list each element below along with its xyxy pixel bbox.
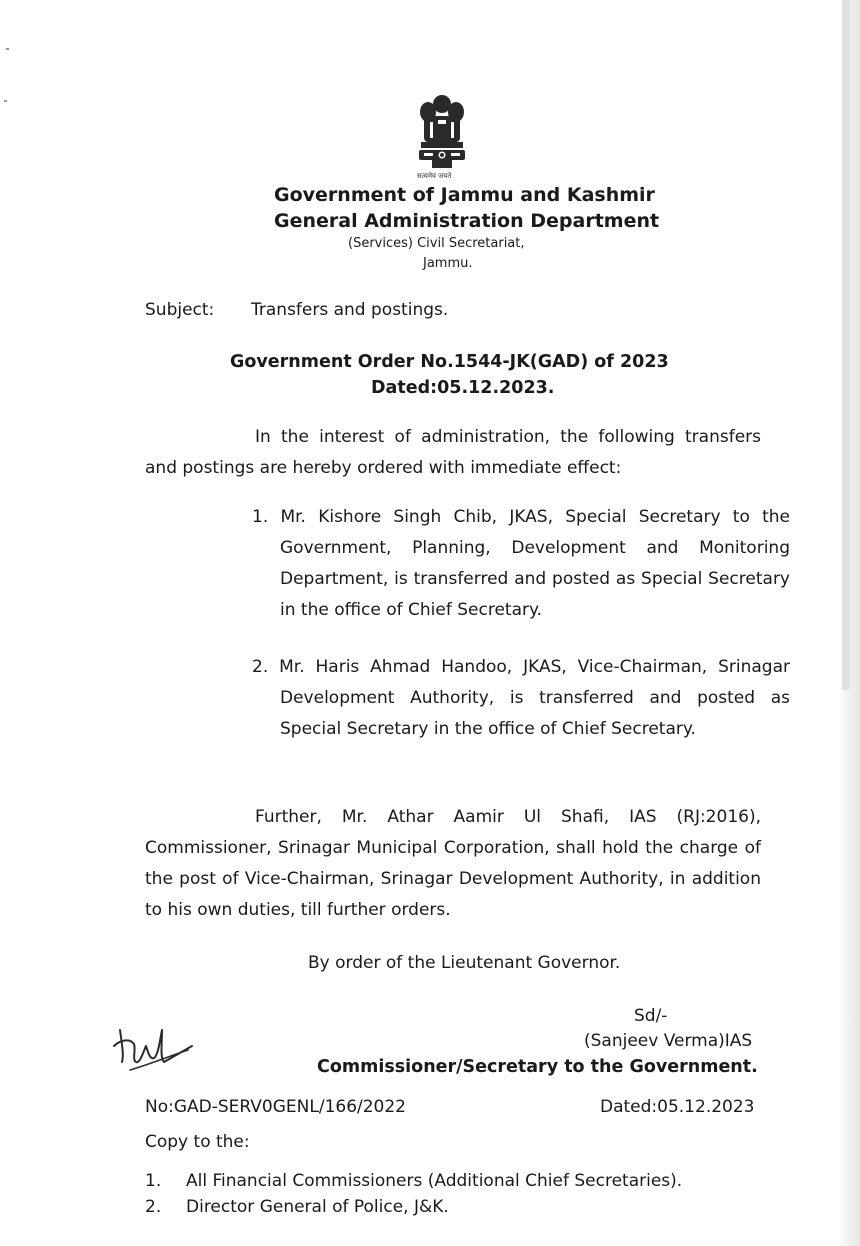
signatory-designation: Commissioner/Secretary to the Government. bbox=[317, 1057, 758, 1077]
scroll-strip bbox=[842, 0, 850, 690]
header-department: General Administration Department bbox=[274, 210, 660, 232]
emblem-motto: सत्यमेव जयते bbox=[417, 172, 452, 180]
intro-paragraph: In the interest of administration, the following transfers and postings are hereby ordered with immediate effect: bbox=[145, 427, 761, 478]
sd-mark: Sd/- bbox=[634, 1006, 668, 1026]
scan-speck bbox=[4, 100, 7, 102]
copy-to-label: Copy to the: bbox=[145, 1132, 250, 1152]
signatory-name: (Sanjeev Verma)IAS bbox=[584, 1031, 753, 1051]
header-city: Jammu. bbox=[423, 256, 473, 271]
further-paragraph: Further, Mr. Athar Aamir Ul Shafi, IAS (RJ:2016), Commissioner, Srinagar Municipal Corporation, shall hold the charge of the post of Vice-Chairman, Srinagar Development Authority, in addition to his own duties, till further orders. bbox=[145, 807, 761, 920]
subject-text: Transfers and postings. bbox=[251, 300, 449, 320]
copy-to-recipient: Director General of Police, J&K. bbox=[186, 1197, 449, 1217]
order-item: 2. Mr. Haris Ahmad Handoo, JKAS, Vice-Chairman, Srinagar Development Authority, is transferred and posted as Special Secretary in the office of Chief Secretary. bbox=[252, 657, 790, 739]
reference-date: Dated:05.12.2023 bbox=[600, 1097, 755, 1117]
by-order-line: By order of the Lieutenant Governor. bbox=[308, 953, 621, 973]
scan-speck bbox=[6, 48, 9, 50]
copy-to-number: 2. bbox=[145, 1197, 162, 1217]
copy-to-recipient: All Financial Commissioners (Additional Chief Secretaries). bbox=[186, 1171, 683, 1191]
header-wing: (Services) Civil Secretariat, bbox=[348, 236, 525, 251]
state-emblem-icon bbox=[410, 92, 474, 172]
subject-label: Subject: bbox=[145, 300, 215, 320]
copy-to-number: 1. bbox=[145, 1171, 162, 1191]
handwritten-signature bbox=[100, 1000, 210, 1090]
order-number: Government Order No.1544-JK(GAD) of 2023 bbox=[230, 352, 669, 372]
header-government: Government of Jammu and Kashmir bbox=[274, 184, 655, 206]
reference-number: No:GAD-SERV0GENL/166/2022 bbox=[145, 1097, 407, 1117]
order-date: Dated:05.12.2023. bbox=[371, 378, 555, 398]
order-item: 1. Mr. Kishore Singh Chib, JKAS, Special Secretary to the Government, Planning, Development and Monitoring Department, is transferred and posted as Special Secretary in the office of Chief Secretary. bbox=[252, 507, 790, 620]
